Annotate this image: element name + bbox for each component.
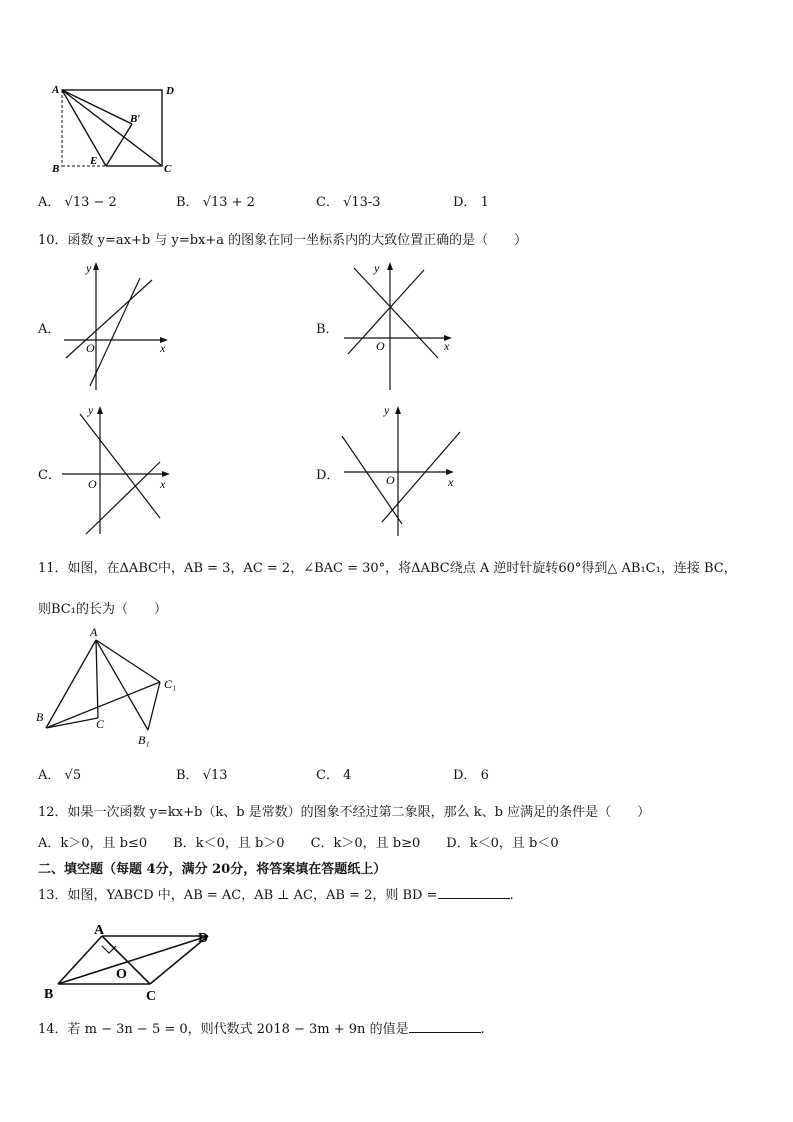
q9-option-d <box>453 191 489 210</box>
q10-graph-a-y-label: y <box>86 261 92 275</box>
q9-option-a-label: A． <box>38 195 61 210</box>
q10-graph-a-origin: O <box>86 341 95 355</box>
q11-label-c: C <box>96 717 105 731</box>
section-title: 二、填空题（每题 4分，满分 20分，将答案填在答题纸上） <box>38 862 387 877</box>
q9-option-a-text: √13 − 2 <box>64 195 117 210</box>
q10-graph-d-label: D． <box>316 468 340 483</box>
q9-option-b-label: B． <box>176 195 199 210</box>
q13-label-d: D <box>198 931 209 946</box>
q10-graph-d <box>340 402 464 537</box>
q11-option-a <box>38 764 81 783</box>
q10-graph-b-label: B． <box>316 322 339 337</box>
q11-option-a-text: √5 <box>64 768 82 783</box>
q11-option-d <box>453 764 489 783</box>
q11-option-c-text: 4 <box>343 768 352 783</box>
q10-graph-a-label: A． <box>38 322 61 337</box>
q11-option-b-text: √13 <box>202 768 228 783</box>
q13-label-c: C <box>146 989 157 1004</box>
q11-label-a: A <box>90 625 98 639</box>
q13-question <box>38 884 514 903</box>
q11-option-b <box>176 764 228 783</box>
q9-label-e: E <box>90 155 98 167</box>
q14-stem: 14．若 m − 3n − 5 = 0，则代数式 2018 − 3m + 9n 的值是 <box>38 1022 409 1037</box>
q9-figure <box>44 80 174 175</box>
q10-graph-a <box>58 258 178 393</box>
q9-option-b-text: √13 + 2 <box>202 195 255 210</box>
q10-graph-d-x-label: x <box>448 475 454 489</box>
q9-option-c <box>316 191 381 210</box>
q11-label-b: B <box>36 710 44 724</box>
q13-label-b: B <box>44 987 54 1002</box>
q9-label-a: A <box>52 84 60 96</box>
q11-option-b-label: B． <box>176 768 199 783</box>
q13-label-a: A <box>94 923 105 938</box>
q12-stem: 12．如果一次函数 y=kx+b（k、b 是常数）的图象不经过第二象限，那么 k、b 应满足的条件是（ ） <box>38 805 651 820</box>
q14-answer-blank[interactable] <box>409 1020 481 1033</box>
q10-graph-b-y-label: y <box>374 261 380 275</box>
q10-graph-a-x-label: x <box>160 341 166 355</box>
q11-stem-line2: 则BC₁的长为（ ） <box>38 602 167 617</box>
q10-stem: 10．函数 y=ax+b 与 y=bx+a 的图象在同一坐标系内的大致位置正确的是（ ） <box>38 233 528 248</box>
q13-figure <box>38 920 218 1005</box>
q11-stem-line1: 11．如图，在ΔABC中，AB = 3，AC = 2，∠BAC = 30°，将ΔABC绕点 A 逆时针旋转60°得到△ AB₁C₁，连接 BC， <box>38 561 737 576</box>
q9-option-c-label: C． <box>316 195 339 210</box>
q14-question <box>38 1018 485 1037</box>
q10-graph-c-y-label: y <box>88 403 94 417</box>
q10-graph-c-label: C． <box>38 468 61 483</box>
q11-label-c1: C₁ <box>164 677 177 691</box>
q11-option-c <box>316 764 351 783</box>
q13-end: . <box>509 888 514 903</box>
q11-option-c-label: C． <box>316 768 339 783</box>
q12-options: A．k＞0，且 b≤0 B．k＜0，且 b＞0 C．k＞0，且 b≥0 D．k＜0，且 b＜0 <box>38 836 559 851</box>
q11-option-a-label: A． <box>38 768 61 783</box>
q11-label-b1: B₁ <box>138 733 150 747</box>
q10-graph-c-x-label: x <box>160 477 166 491</box>
q10-graph-c <box>58 402 178 537</box>
q9-option-d-text: 1 <box>480 195 489 210</box>
q9-option-d-label: D． <box>453 195 477 210</box>
q10-graph-b <box>340 258 460 393</box>
q10-graph-d-origin: O <box>386 473 395 487</box>
q11-option-d-label: D． <box>453 768 477 783</box>
q9-label-bprime: B′ <box>130 113 141 125</box>
q10-graph-b-x-label: x <box>444 339 450 353</box>
q9-option-c-text: √13-3 <box>343 195 381 210</box>
q13-label-o: O <box>116 967 127 982</box>
q11-figure <box>34 624 194 749</box>
q9-option-b <box>176 191 255 210</box>
q9-label-c: C <box>164 163 172 175</box>
q10-graph-c-origin: O <box>88 477 97 491</box>
q10-graph-b-origin: O <box>376 339 385 353</box>
q11-option-d-text: 6 <box>480 768 489 783</box>
q14-end: . <box>480 1022 485 1037</box>
q13-stem: 13．如图，YABCD 中，AB = AC，AB ⊥ AC，AB = 2，则 BD = <box>38 888 438 903</box>
q13-answer-blank[interactable] <box>438 886 510 899</box>
q10-graph-d-y-label: y <box>384 403 390 417</box>
q9-label-d: D <box>166 85 174 97</box>
q9-label-b: B <box>52 163 60 175</box>
q9-option-a <box>38 191 117 210</box>
